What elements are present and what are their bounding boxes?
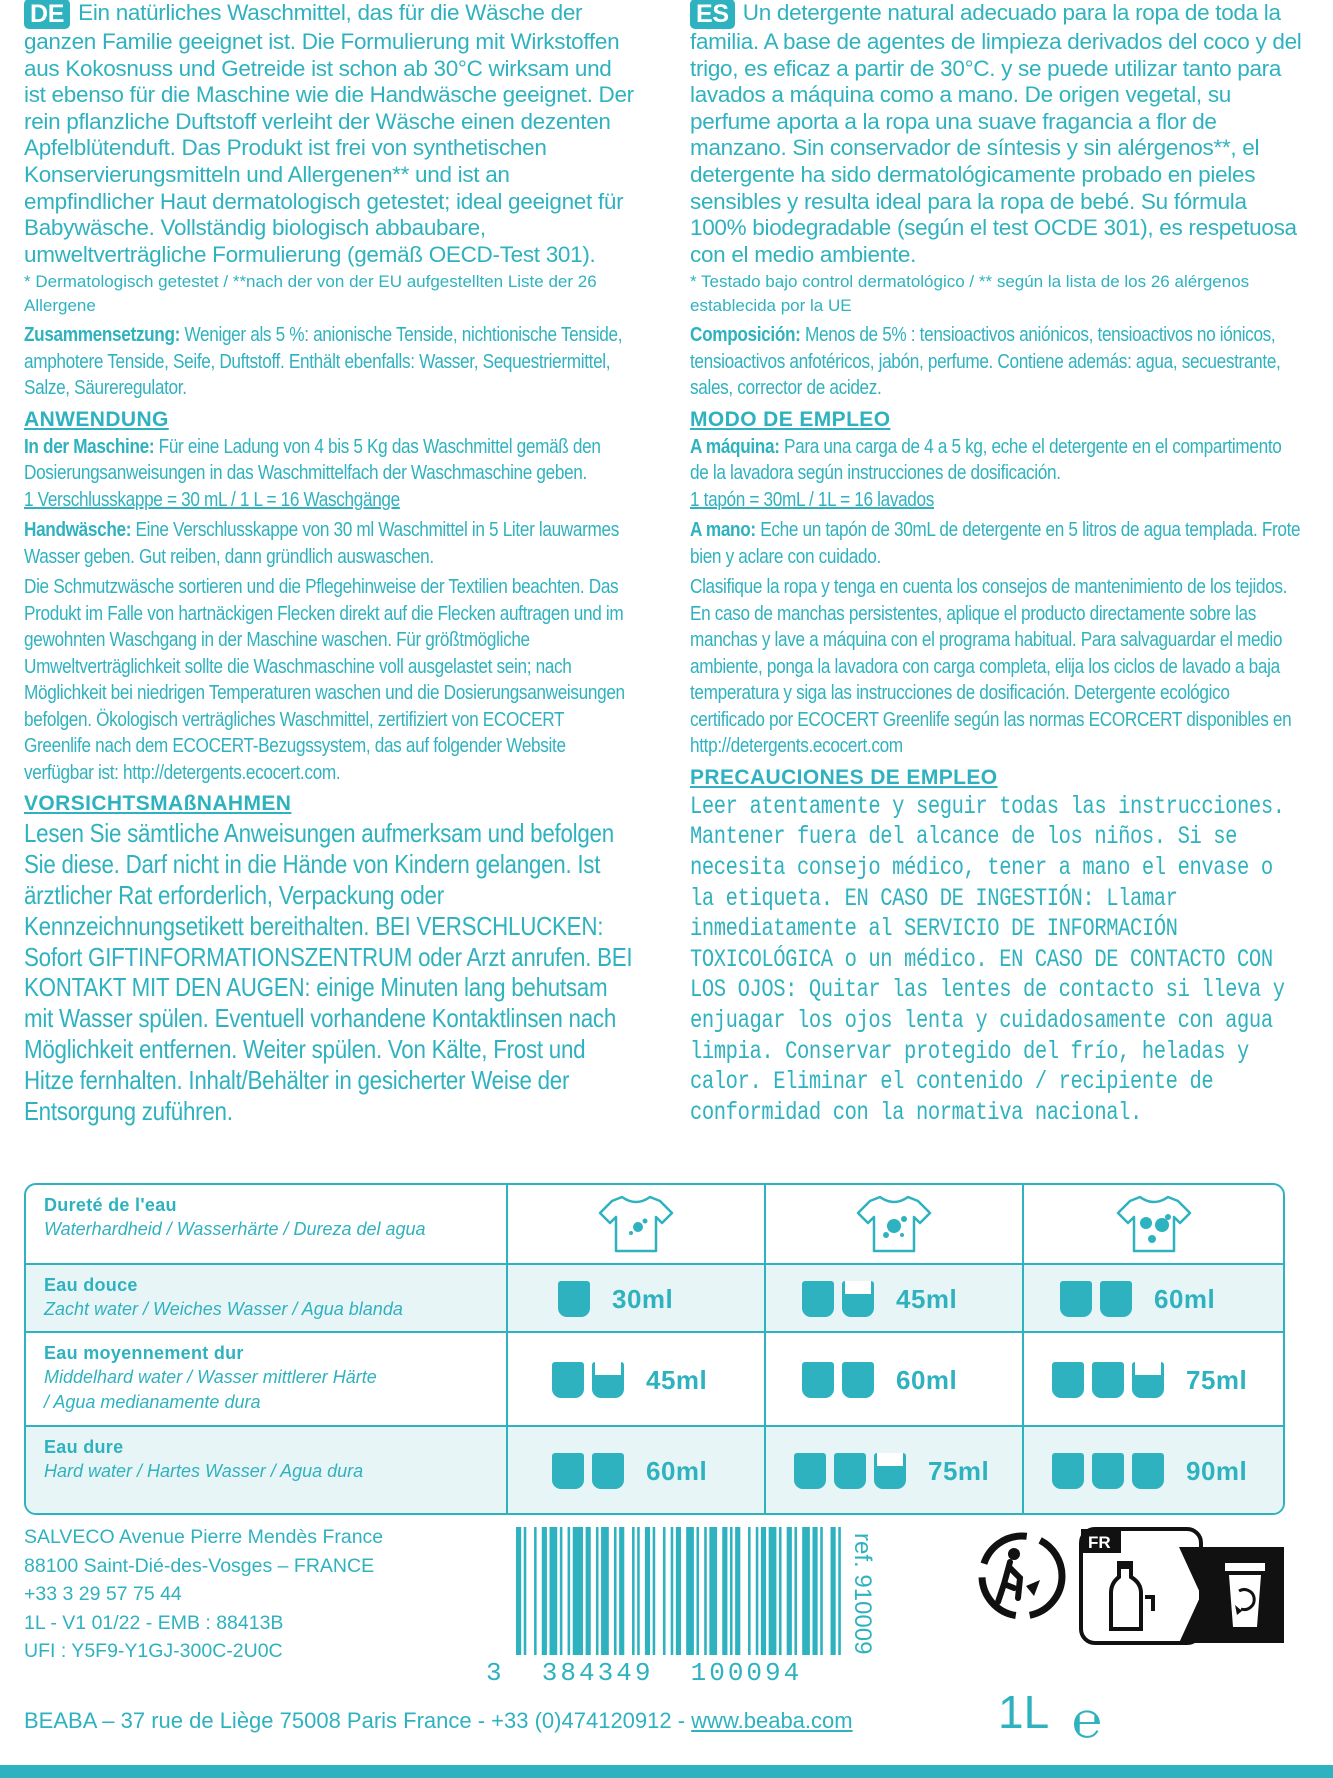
estimated-sign: ℮ (1072, 1692, 1103, 1748)
half-cap-icon (1132, 1362, 1164, 1398)
dose-amount: 75ml (1186, 1364, 1248, 1395)
website-link[interactable]: www.beaba.com (691, 1708, 853, 1733)
es-intro: ES Un detergente natural adecuado para la ropa de toda la familia. A base de agentes de limpieza derivados del coco y del trigo, es eficaz a partir de 30°C. y se puede utilizar tanto para lavados a máquina como a mano. De origen vegetal, su perfume aporta a la ropa una suave fragancia a flor de manzano. Sin conservador de síntesis y sin alérgenos**, el detergente ha sido dermatológicamente probado en pieles sensibles y resulta ideal para la ropa de bebé. Su fórmula 100% biodegradable (según el test OCDE 301), es respetuosa con el medio ambiente. (690, 0, 1302, 267)
barcode-bar (676, 1527, 681, 1655)
barcode-bar (619, 1527, 624, 1655)
dose (552, 1453, 707, 1489)
barcode-bar (573, 1527, 583, 1655)
light-soil-shirt-icon (598, 1193, 674, 1255)
barcode-bar (779, 1527, 782, 1655)
bottom-color-bar (0, 1765, 1333, 1778)
full-cap-icon (1092, 1362, 1124, 1398)
full-cap-icon (802, 1281, 834, 1317)
dose (802, 1362, 957, 1398)
full-cap-icon (1132, 1453, 1164, 1489)
barcode (516, 1527, 846, 1667)
water-hardness-label: Dureté de l'eau Waterhardheid / Wasserhärte / Dureza del agua (44, 1195, 426, 1239)
barcode-bar (748, 1527, 751, 1655)
de-usage-heading: ANWENDUNG (24, 407, 169, 431)
dose (1052, 1362, 1247, 1398)
barcode-bar (831, 1527, 836, 1655)
de-intro: DE Ein natürliches Waschmittel, das für die Wäsche der ganzen Familie geeignet ist. Die Formulierung mit Wirkstoffen aus Kokosnuss und Getreide ist schon ab 30°C wirksam und ist ebenso für die Maschine wie die Handwäsche geeignet. Der rein pflanzliche Duftstoff verleiht der Wäsche einen dezenten Apfelblütenduft. Das Produkt ist frei von synthetischen Konservierungsmitteln und Allergenen** und ist an empfindlicher Haut dermatologisch getestet; ideal geeignet für Babywäsche. Vollständig biologisch abbaubare, umweltverträgliche Formulierung (gemäß OECD-Test 301). (24, 0, 634, 267)
full-cap-icon (1100, 1281, 1132, 1317)
es-footnote: * Testado bajo control dermatológico / ** según la lista de los 26 alérgenos establecida por la UE (690, 272, 1250, 316)
dosage-table (24, 1183, 1285, 1515)
dose (558, 1281, 673, 1317)
es-warnings: Leer atentamente y seguir todas las instrucciones. Mantener fuera del alcance de los niños. Si se necesita consejo médico, tener a mano el envase o la etiqueta. EN CASO DE INGESTIÓN: Llamar inmediatamente al SERVICIO DE INFORMACIÓN TOXICOLÓGICA o un médico. EN CASO DE CONTACTO CON LOS OJOS: Quitar las lentes de contacto si lleva y enjuagar los ojos lenta y cuidadosamente con agua limpia. Conservar protegido del frío, heladas y calor. Eliminar el contenido / recipiente de conformidad con la normativa nacional. (690, 791, 1285, 1127)
medium-soil-shirt-icon (856, 1193, 932, 1255)
half-cap-icon (592, 1362, 624, 1398)
barcode-bar (637, 1527, 640, 1655)
es-hand-instructions: A mano: Eche un tapón de 30mL de detergente en 5 litros de agua templada. Frote bien y aclare con cuidado. (690, 519, 1301, 568)
full-cap-icon (552, 1362, 584, 1398)
dose-amount: 60ml (896, 1364, 958, 1395)
dose-amount: 60ml (646, 1455, 708, 1486)
barcode-bar (735, 1527, 740, 1655)
manufacturer-address: SALVECO Avenue Pierre Mendès France 88100 Saint-Dié-des-Vosges – FRANCE +33 3 29 57 75 44 1L - V1 01/22 - EMB : 88413B UFI : Y5F9-Y1GJ-300C-2U0C (24, 1526, 384, 1662)
german-column (24, 0, 636, 1126)
barcode-bar (614, 1527, 617, 1655)
medium-water-row: Eau moyennement dur Middelhard water / Wasser mittlerer Härte / Agua medianamente dura 45ml 60ml 75ml (26, 1331, 1283, 1427)
barcode-bar (601, 1527, 609, 1655)
dose (1052, 1453, 1247, 1489)
dose (552, 1362, 707, 1398)
barcode-bar (632, 1527, 635, 1655)
dose (802, 1281, 957, 1317)
dose-amount: 60ml (1154, 1283, 1216, 1314)
dose-amount: 90ml (1186, 1455, 1248, 1486)
barcode-bar (568, 1527, 571, 1655)
barcode-bar (838, 1527, 841, 1655)
es-usage-heading: MODO DE EMPLEO (690, 407, 891, 431)
barcode-bar (709, 1527, 717, 1655)
full-cap-icon (558, 1281, 590, 1317)
full-cap-icon (1052, 1453, 1084, 1489)
barcode-bar (663, 1527, 666, 1655)
es-language-badge: ES (690, 0, 735, 29)
full-cap-icon (842, 1362, 874, 1398)
full-cap-icon (592, 1453, 624, 1489)
es-warnings-heading: PRECAUCIONES DE EMPLEO (690, 765, 998, 789)
es-composition: Composición: Menos de 5% : tensioactivos aniónicos, tensioactivos no iónicos, tensioactivos anfotéricos, jabón, perfume. Contiene además: agua, secuestrante, sales, corrector de acidez. (690, 324, 1281, 400)
barcode-bar (812, 1527, 817, 1655)
full-cap-icon (552, 1453, 584, 1489)
full-cap-icon (1060, 1281, 1092, 1317)
barcode-bar (769, 1527, 777, 1655)
barcode-bar (596, 1527, 599, 1655)
de-warnings: Lesen Sie sämtliche Anweisungen aufmerksam und befolgen Sie diese. Darf nicht in die Hände von Kindern gelangen. Ist ärztlicher Rat erforderlich, Verpackung oder Kennzeichnungsetikett bereithalten. BEI VERSCHLUCKEN: Sofort GIFTINFORMATIONSZENTRUM oder Arzt anrufen. BEI KONTAKT MIT DEN AUGEN: einige Minuten lang behutsam mit Wasser spülen. Eventuell vorhandene Kontaktlinsen nach Möglichkeit entfernen. Weiter spülen. Von Kälte, Frost und Hitze fernhalten. Inhalt/Behälter in gesicherter Weise der Entsorgung zuführen. (24, 818, 633, 1126)
barcode-bar (542, 1527, 547, 1655)
barcode-bar (756, 1527, 759, 1655)
volume-label: 1L (998, 1686, 1050, 1738)
barcode-bar (653, 1527, 656, 1655)
hard-water-row: Eau dure Hard water / Hartes Wasser / Agua dura 60ml 75ml 90ml (26, 1425, 1283, 1515)
barcode-number: 3 384349 100094 (486, 1658, 803, 1688)
shirt-cell-heavy (1022, 1185, 1283, 1263)
full-cap-icon (1052, 1362, 1084, 1398)
de-hand-instructions: Handwäsche: Eine Verschlusskappe von 30 ml Waschmittel in 5 Liter lauwarmes Wasser geben. Gut reiben, dann gründlich auswaschen. (24, 519, 619, 568)
barcode-bar (524, 1527, 527, 1655)
barcode-bar (696, 1527, 699, 1655)
barcode-bar (794, 1527, 797, 1655)
dose (794, 1453, 989, 1489)
barcode-bar (761, 1527, 766, 1655)
barcode-bar (802, 1527, 810, 1655)
dose (1060, 1281, 1215, 1317)
triman-sorting-logo (1079, 1527, 1284, 1645)
shirt-cell-medium (764, 1185, 1022, 1263)
full-cap-icon (802, 1362, 834, 1398)
spanish-column (690, 0, 1302, 1128)
dose-amount: 30ml (612, 1283, 674, 1314)
shirt-cell-light (506, 1185, 764, 1263)
barcode-bar (787, 1527, 792, 1655)
half-cap-icon (874, 1453, 906, 1489)
barcode-bar (586, 1527, 591, 1655)
recycle-person-icon (974, 1528, 1070, 1624)
de-machine-instructions: In der Maschine: Für eine Ladung von 4 bis 5 Kg das Waschmittel gemäß den Dosierungsanweisungen in das Waschmittelfach der Waschmaschine geben. 1 Verschlusskappe = 30 mL / 1 L = 16 Waschgänge (24, 435, 601, 511)
barcode-bar (534, 1527, 537, 1655)
barcode-bar (645, 1527, 650, 1655)
barcode-bar (730, 1527, 733, 1655)
dosage-header-row (26, 1185, 1283, 1263)
half-cap-icon (842, 1281, 874, 1317)
de-language-badge: DE (24, 0, 70, 29)
full-cap-icon (1092, 1453, 1124, 1489)
barcode-bar (704, 1527, 707, 1655)
barcode-bar (671, 1527, 674, 1655)
brand-footer: BEABA – 37 rue de Liège 75008 Paris France - +33 (0)474120912 - www.beaba.com (24, 1708, 853, 1733)
dose-amount: 45ml (896, 1283, 958, 1314)
heavy-soil-shirt-icon (1116, 1193, 1192, 1255)
barcode-bar (516, 1527, 521, 1655)
product-reference: ref. 910009 (849, 1533, 876, 1655)
soft-water-row: Eau douce Zacht water / Weiches Wasser / Agua blanda 30ml 45ml 60ml (26, 1263, 1283, 1333)
barcode-bar (560, 1527, 563, 1655)
de-composition: Zusammensetzung: Weniger als 5 %: anionische Tenside, nichtionische Tenside, amphotere Tenside, Seife, Duftstoff. Enthält ebenfalls: Wasser, Sequestriermittel, Salze, Säureregulator. (24, 324, 623, 400)
country-code: FR (1088, 1533, 1111, 1552)
barcode-bar (686, 1527, 694, 1655)
barcode-bar (550, 1527, 558, 1655)
de-footnote: * Dermatologisch getestet / **nach der von der EU aufgestellten Liste der 26 Allergene (24, 272, 597, 316)
full-cap-icon (794, 1453, 826, 1489)
dose-amount: 45ml (646, 1364, 708, 1395)
de-advice: Die Schmutzwäsche sortieren und die Pflegehinweise der Textilien beachten. Das Produkt im Falle von hartnäckigen Flecken direkt auf die Flecken auftragen und im gewohnten Waschgang in der Maschine waschen. Für größtmögliche Umweltverträglichkeit sollte die Waschmaschine voll ausgelastet sein; nach Möglichkeit bei niedrigen Temperaturen waschen und die Dosierungsanweisungen befolgen. Ökologisch verträgliches Waschmittel, zertifiziert von ECOCERT Greenlife nach dem ECOCERT-Bezugssystem, das auf folgender Website verfügbar ist: http://detergents.ecocert.com. (24, 576, 625, 784)
full-cap-icon (834, 1453, 866, 1489)
barcode-bar (820, 1527, 823, 1655)
barcode-bar (722, 1527, 727, 1655)
es-advice: Clasifique la ropa y tenga en cuenta los consejos de mantenimiento de los tejidos. En caso de manchas persistentes, aplique el producto directamente sobre las manchas y lave a máquina con el programa habitual. Para salvaguardar el medio ambiente, ponga la lavadora con carga completa, elija los ciclos de lavado a baja temperatura y siga las instrucciones de dosificación. Detergente ecológico certificado por ECOCERT Greenlife según las normas ECORCERT disponibles en http://detergents.ecocert.com (690, 576, 1292, 758)
de-warnings-heading: VORSICHTSMAßNAHMEN (24, 792, 292, 816)
dose-amount: 75ml (928, 1455, 990, 1486)
es-machine-instructions: A máquina: Para una carga de 4 a 5 kg, eche el detergente en el compartimento de la lavadora según instrucciones de dosificación. 1 tapón = 30mL / 1L = 16 lavados (690, 435, 1282, 511)
